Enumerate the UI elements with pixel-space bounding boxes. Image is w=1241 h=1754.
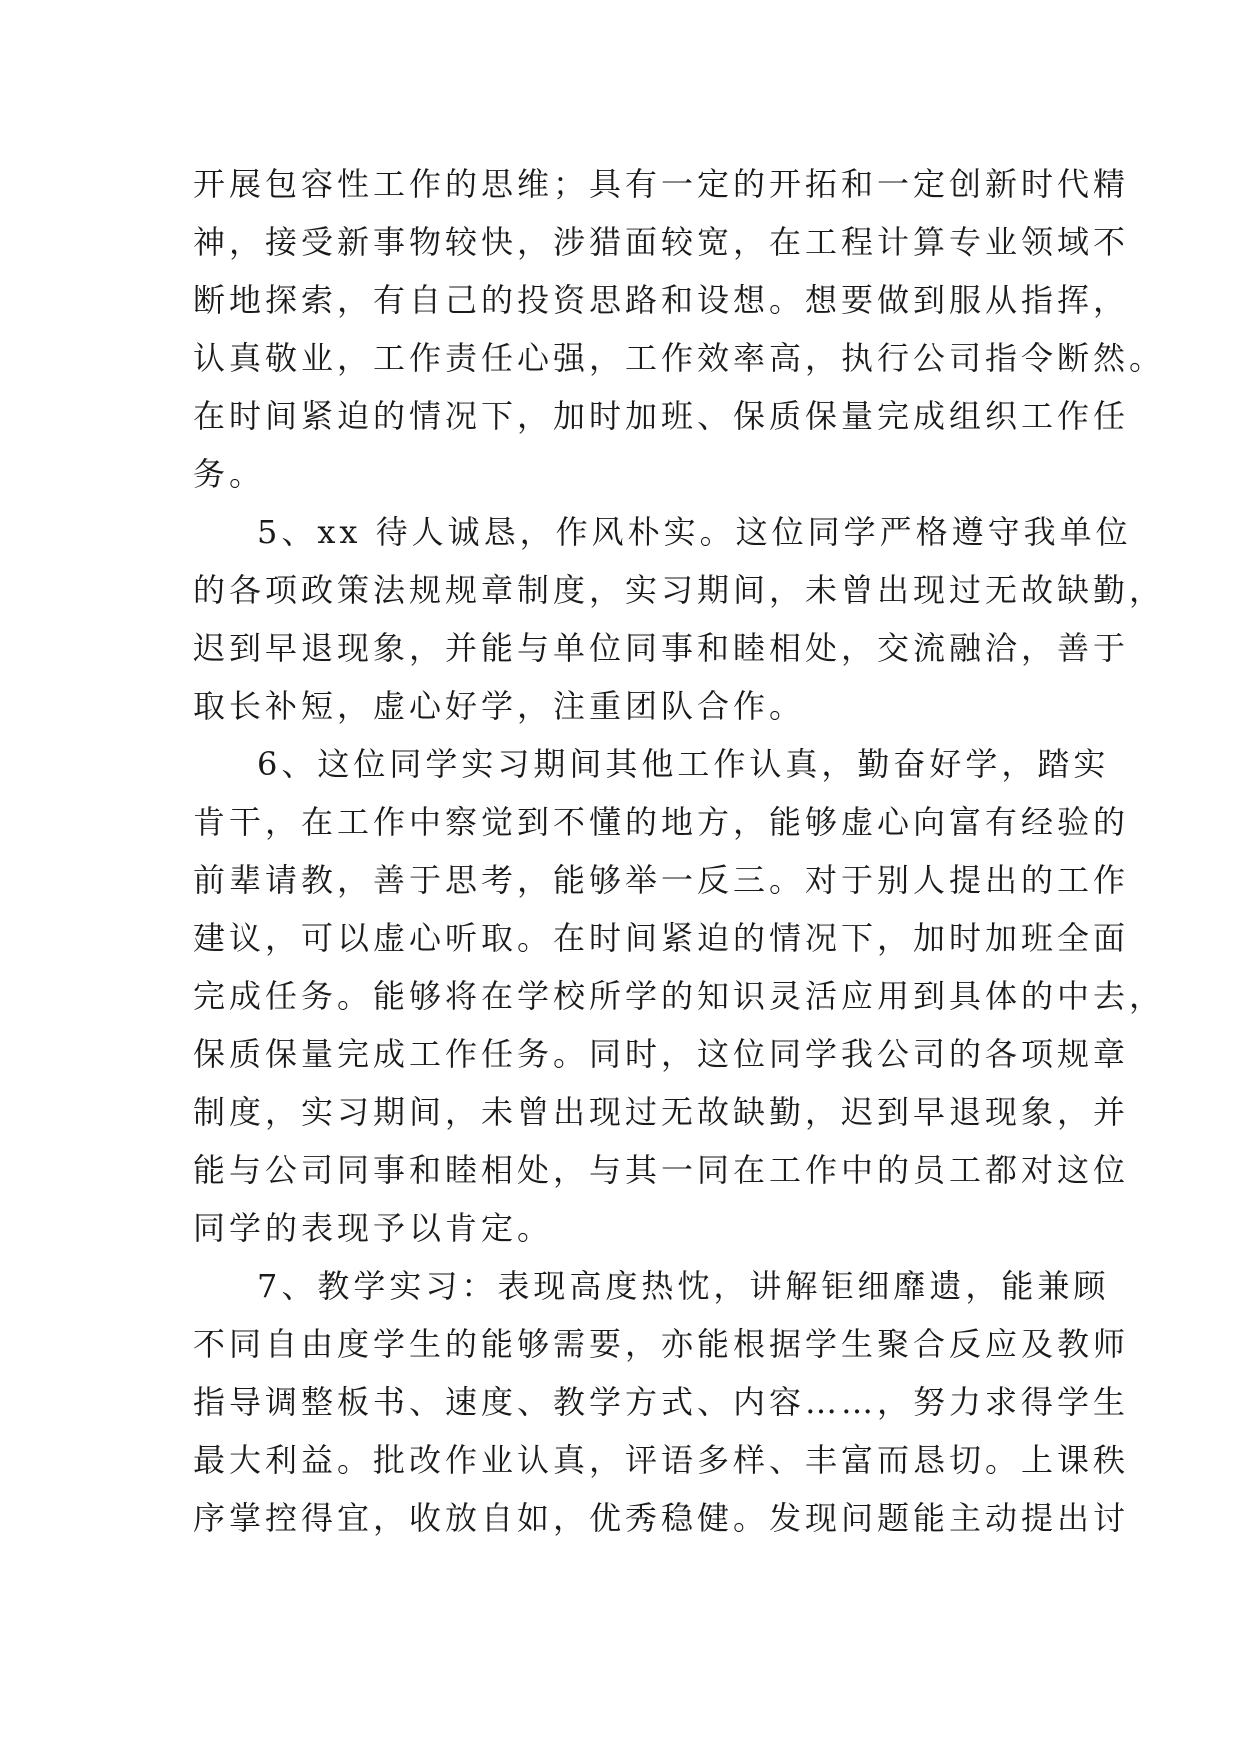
text-line: 建议，可以虚心听取。在时间紧迫的情况下，加时加班全面 bbox=[193, 919, 1130, 957]
text-line: 指导调整板书、速度、教学方式、内容……，努力求得学生 bbox=[193, 1383, 1130, 1421]
text-line: 在时间紧迫的情况下，加时加班、保质保量完成组织工作任 bbox=[193, 397, 1130, 435]
text-line: 最大利益。批改作业认真，评语多样、丰富而恳切。上课秩 bbox=[193, 1441, 1130, 1479]
text-line: 序掌控得宜，收放自如，优秀稳健。发现问题能主动提出讨 bbox=[193, 1499, 1130, 1537]
text-line: 5、xx 待人诚恳，作风朴实。这位同学严格遵守我单位 bbox=[257, 513, 1132, 551]
text-line: 完成任务。能够将在学校所学的知识灵活应用到具体的中去， bbox=[193, 977, 1166, 1015]
text-line: 不同自由度学生的能够需要，亦能根据学生聚合反应及教师 bbox=[193, 1325, 1130, 1363]
text-line: 迟到早退现象，并能与单位同事和睦相处，交流融洽，善于 bbox=[193, 629, 1130, 667]
text-line: 取长补短，虚心好学，注重团队合作。 bbox=[193, 687, 806, 725]
text-line: 务。 bbox=[193, 455, 266, 493]
text-line: 神，接受新事物较快，涉猎面较宽，在工程计算专业领域不 bbox=[193, 223, 1130, 261]
text-line: 的各项政策法规规章制度，实习期间，未曾出现过无故缺勤， bbox=[193, 571, 1166, 609]
document-body bbox=[193, 155, 1166, 1547]
text-line: 能与公司同事和睦相处，与其一同在工作中的员工都对这位 bbox=[193, 1151, 1130, 1189]
text-line: 同学的表现予以肯定。 bbox=[193, 1209, 554, 1247]
text-line: 认真敬业，工作责任心强，工作效率高，执行公司指令断然。 bbox=[193, 339, 1166, 377]
text-line: 6、这位同学实习期间其他工作认真，勤奋好学，踏实 bbox=[257, 745, 1110, 783]
text-line: 肯干，在工作中察觉到不懂的地方，能够虚心向富有经验的 bbox=[193, 803, 1130, 841]
text-line: 7、教学实习：表现高度热忱，讲解钜细靡遗，能兼顾 bbox=[257, 1267, 1110, 1305]
text-line: 制度，实习期间，未曾出现过无故缺勤，迟到早退现象，并 bbox=[193, 1093, 1130, 1131]
text-line: 保质保量完成工作任务。同时，这位同学我公司的各项规章 bbox=[193, 1035, 1130, 1073]
text-line: 前辈请教，善于思考，能够举一反三。对于别人提出的工作 bbox=[193, 861, 1130, 899]
text-line: 断地探索，有自己的投资思路和设想。想要做到服从指挥， bbox=[193, 281, 1130, 319]
text-line: 开展包容性工作的思维；具有一定的开拓和一定创新时代精 bbox=[193, 165, 1130, 203]
